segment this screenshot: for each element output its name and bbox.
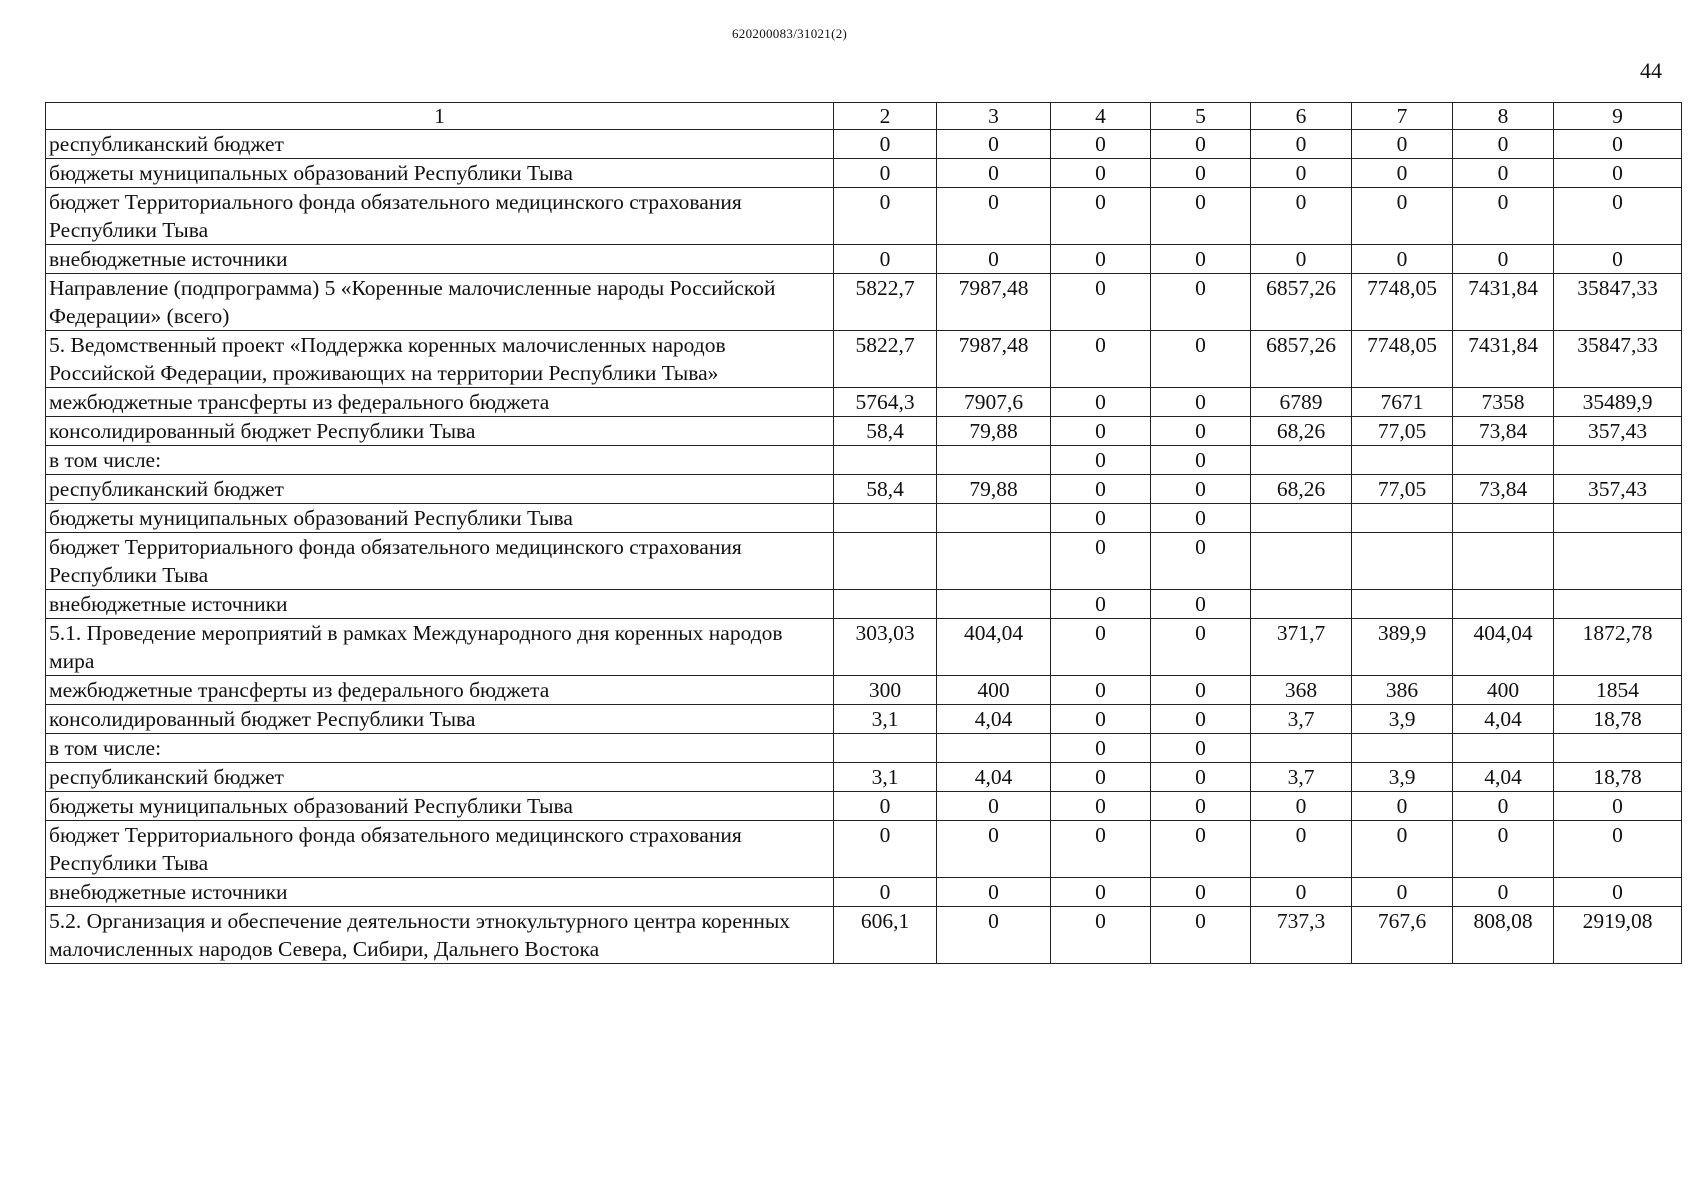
- value-cell: 0: [1251, 159, 1352, 188]
- value-cell: 767,6: [1352, 907, 1453, 964]
- value-cell: [1251, 734, 1352, 763]
- value-cell: 58,4: [834, 417, 937, 446]
- value-cell: 0: [937, 907, 1051, 964]
- value-cell: 0: [1554, 878, 1682, 907]
- value-cell: 0: [1151, 188, 1251, 245]
- value-cell: [1352, 446, 1453, 475]
- value-cell: 0: [937, 245, 1051, 274]
- value-cell: 0: [834, 878, 937, 907]
- value-cell: 0: [937, 130, 1051, 159]
- value-cell: 5822,7: [834, 331, 937, 388]
- value-cell: 0: [1151, 475, 1251, 504]
- value-cell: 0: [1251, 821, 1352, 878]
- value-cell: 0: [1453, 792, 1554, 821]
- row-label: внебюджетные источники: [46, 590, 834, 619]
- value-cell: [1251, 533, 1352, 590]
- value-cell: 0: [1151, 130, 1251, 159]
- value-cell: 0: [937, 792, 1051, 821]
- value-cell: 4,04: [1453, 705, 1554, 734]
- value-cell: 4,04: [937, 763, 1051, 792]
- value-cell: 5822,7: [834, 274, 937, 331]
- value-cell: [937, 533, 1051, 590]
- value-cell: 0: [1151, 274, 1251, 331]
- value-cell: 0: [1352, 792, 1453, 821]
- value-cell: 2919,08: [1554, 907, 1682, 964]
- value-cell: 68,26: [1251, 417, 1352, 446]
- value-cell: 73,84: [1453, 417, 1554, 446]
- value-cell: 0: [1352, 188, 1453, 245]
- row-label: бюджеты муниципальных образований Республики Тыва: [46, 504, 834, 533]
- value-cell: 368: [1251, 676, 1352, 705]
- value-cell: [1554, 590, 1682, 619]
- value-cell: 0: [1251, 188, 1352, 245]
- value-cell: 0: [834, 188, 937, 245]
- value-cell: [937, 446, 1051, 475]
- value-cell: 357,43: [1554, 417, 1682, 446]
- value-cell: 7431,84: [1453, 274, 1554, 331]
- value-cell: 18,78: [1554, 763, 1682, 792]
- value-cell: 0: [1251, 130, 1352, 159]
- table-row: [46, 907, 1682, 964]
- table-row: [46, 130, 1682, 159]
- value-cell: 0: [937, 821, 1051, 878]
- value-cell: 0: [1051, 619, 1151, 676]
- value-cell: 0: [1051, 705, 1151, 734]
- value-cell: 0: [1151, 619, 1251, 676]
- value-cell: [1453, 446, 1554, 475]
- column-header: 3: [937, 103, 1051, 130]
- value-cell: 0: [834, 792, 937, 821]
- value-cell: 18,78: [1554, 705, 1682, 734]
- value-cell: [1453, 734, 1554, 763]
- value-cell: 404,04: [1453, 619, 1554, 676]
- row-label: в том числе:: [46, 734, 834, 763]
- value-cell: 73,84: [1453, 475, 1554, 504]
- value-cell: 79,88: [937, 417, 1051, 446]
- document-code: 620200083/31021(2): [732, 26, 848, 41]
- value-cell: 0: [1051, 159, 1151, 188]
- value-cell: 357,43: [1554, 475, 1682, 504]
- value-cell: 0: [1151, 504, 1251, 533]
- value-cell: 0: [1151, 878, 1251, 907]
- value-cell: 0: [1251, 245, 1352, 274]
- table-row: [46, 331, 1682, 388]
- table-row: [46, 388, 1682, 417]
- column-header: 1: [46, 103, 834, 130]
- value-cell: 0: [1554, 188, 1682, 245]
- row-label: 5. Ведомственный проект «Поддержка коренных малочисленных народов Российской Федерации, проживающих на территории Республики Тыва»: [46, 331, 834, 388]
- table-row: [46, 245, 1682, 274]
- value-cell: 0: [1051, 245, 1151, 274]
- row-label: в том числе:: [46, 446, 834, 475]
- value-cell: 0: [1554, 792, 1682, 821]
- value-cell: 0: [834, 245, 937, 274]
- column-header: 8: [1453, 103, 1554, 130]
- value-cell: 1854: [1554, 676, 1682, 705]
- value-cell: 0: [1352, 245, 1453, 274]
- row-label: бюджет Территориального фонда обязательного медицинского страхования Республики Тыва: [46, 533, 834, 590]
- value-cell: 0: [1352, 821, 1453, 878]
- value-cell: 3,7: [1251, 763, 1352, 792]
- table-row: [46, 533, 1682, 590]
- value-cell: 0: [1051, 792, 1151, 821]
- table-row: [46, 188, 1682, 245]
- table-row: [46, 504, 1682, 533]
- row-label: 5.1. Проведение мероприятий в рамках Международного дня коренных народов мира: [46, 619, 834, 676]
- table-row: [46, 590, 1682, 619]
- value-cell: 77,05: [1352, 475, 1453, 504]
- value-cell: [937, 504, 1051, 533]
- value-cell: 0: [1151, 388, 1251, 417]
- value-cell: 0: [1051, 907, 1151, 964]
- value-cell: 77,05: [1352, 417, 1453, 446]
- value-cell: 35489,9: [1554, 388, 1682, 417]
- table-row: [46, 274, 1682, 331]
- value-cell: 0: [1051, 331, 1151, 388]
- value-cell: 0: [937, 159, 1051, 188]
- value-cell: [1453, 533, 1554, 590]
- table-row: [46, 878, 1682, 907]
- value-cell: 0: [1151, 734, 1251, 763]
- value-cell: 0: [1051, 878, 1151, 907]
- value-cell: 0: [1554, 821, 1682, 878]
- value-cell: 7987,48: [937, 274, 1051, 331]
- value-cell: [834, 590, 937, 619]
- value-cell: 0: [1151, 159, 1251, 188]
- value-cell: 4,04: [1453, 763, 1554, 792]
- column-header: 4: [1051, 103, 1151, 130]
- value-cell: 0: [1151, 763, 1251, 792]
- row-label: внебюджетные источники: [46, 878, 834, 907]
- value-cell: [1554, 446, 1682, 475]
- row-label: 5.2. Организация и обеспечение деятельности этнокультурного центра коренных малочисленных народов Севера, Сибири, Дальнего Востока: [46, 907, 834, 964]
- value-cell: 0: [1151, 590, 1251, 619]
- value-cell: 0: [1352, 878, 1453, 907]
- row-label: бюджеты муниципальных образований Республики Тыва: [46, 159, 834, 188]
- value-cell: 3,9: [1352, 763, 1453, 792]
- table-row: [46, 417, 1682, 446]
- column-header: 9: [1554, 103, 1682, 130]
- value-cell: 808,08: [1453, 907, 1554, 964]
- value-cell: [1251, 504, 1352, 533]
- row-label: внебюджетные источники: [46, 245, 834, 274]
- value-cell: 4,04: [937, 705, 1051, 734]
- value-cell: 79,88: [937, 475, 1051, 504]
- value-cell: 1872,78: [1554, 619, 1682, 676]
- value-cell: 400: [1453, 676, 1554, 705]
- value-cell: 0: [1453, 159, 1554, 188]
- value-cell: 0: [1251, 878, 1352, 907]
- value-cell: 0: [937, 878, 1051, 907]
- value-cell: 300: [834, 676, 937, 705]
- value-cell: 0: [1051, 446, 1151, 475]
- value-cell: 0: [1051, 475, 1151, 504]
- value-cell: 0: [1051, 388, 1151, 417]
- value-cell: 7907,6: [937, 388, 1051, 417]
- table-body: [46, 103, 1682, 964]
- value-cell: 0: [1352, 130, 1453, 159]
- value-cell: 0: [1151, 705, 1251, 734]
- table-row: [46, 821, 1682, 878]
- value-cell: 35847,33: [1554, 331, 1682, 388]
- value-cell: 0: [1151, 331, 1251, 388]
- value-cell: 3,9: [1352, 705, 1453, 734]
- value-cell: 0: [1554, 245, 1682, 274]
- value-cell: 606,1: [834, 907, 937, 964]
- column-header: 6: [1251, 103, 1352, 130]
- value-cell: [834, 446, 937, 475]
- value-cell: 0: [1453, 821, 1554, 878]
- value-cell: 0: [1151, 417, 1251, 446]
- table-row: [46, 734, 1682, 763]
- value-cell: 386: [1352, 676, 1453, 705]
- value-cell: 7748,05: [1352, 274, 1453, 331]
- value-cell: 371,7: [1251, 619, 1352, 676]
- value-cell: 389,9: [1352, 619, 1453, 676]
- column-header: 5: [1151, 103, 1251, 130]
- value-cell: 0: [834, 159, 937, 188]
- value-cell: 0: [1051, 130, 1151, 159]
- value-cell: 0: [1051, 590, 1151, 619]
- value-cell: [1453, 590, 1554, 619]
- value-cell: 0: [1151, 792, 1251, 821]
- page-number: 44: [1640, 58, 1662, 83]
- value-cell: [1352, 734, 1453, 763]
- value-cell: 7358: [1453, 388, 1554, 417]
- row-label: республиканский бюджет: [46, 475, 834, 504]
- value-cell: 0: [1453, 188, 1554, 245]
- value-cell: 0: [1051, 676, 1151, 705]
- value-cell: [1352, 590, 1453, 619]
- row-label: республиканский бюджет: [46, 763, 834, 792]
- value-cell: 0: [1051, 274, 1151, 331]
- table-row: [46, 763, 1682, 792]
- value-cell: 7748,05: [1352, 331, 1453, 388]
- table-row: [46, 705, 1682, 734]
- value-cell: 0: [1554, 130, 1682, 159]
- value-cell: [834, 734, 937, 763]
- value-cell: 0: [1453, 878, 1554, 907]
- value-cell: 7671: [1352, 388, 1453, 417]
- row-label: межбюджетные трансферты из федерального бюджета: [46, 388, 834, 417]
- value-cell: [1352, 533, 1453, 590]
- value-cell: 400: [937, 676, 1051, 705]
- value-cell: 3,1: [834, 763, 937, 792]
- value-cell: 0: [1051, 821, 1151, 878]
- value-cell: 0: [1453, 130, 1554, 159]
- value-cell: [937, 590, 1051, 619]
- table-row: [46, 676, 1682, 705]
- value-cell: 3,1: [834, 705, 937, 734]
- value-cell: [1251, 590, 1352, 619]
- row-label: консолидированный бюджет Республики Тыва: [46, 417, 834, 446]
- row-label: межбюджетные трансферты из федерального бюджета: [46, 676, 834, 705]
- value-cell: 0: [1051, 188, 1151, 245]
- value-cell: 5764,3: [834, 388, 937, 417]
- value-cell: 3,7: [1251, 705, 1352, 734]
- value-cell: 0: [1352, 159, 1453, 188]
- value-cell: 6857,26: [1251, 274, 1352, 331]
- value-cell: [834, 533, 937, 590]
- row-label: консолидированный бюджет Республики Тыва: [46, 705, 834, 734]
- value-cell: 0: [1151, 446, 1251, 475]
- table-row: [46, 475, 1682, 504]
- value-cell: 6789: [1251, 388, 1352, 417]
- value-cell: [937, 734, 1051, 763]
- value-cell: [1352, 504, 1453, 533]
- column-header: 2: [834, 103, 937, 130]
- value-cell: 0: [1151, 245, 1251, 274]
- row-label: республиканский бюджет: [46, 130, 834, 159]
- value-cell: 0: [834, 821, 937, 878]
- value-cell: 0: [1554, 159, 1682, 188]
- row-label: бюджеты муниципальных образований Республики Тыва: [46, 792, 834, 821]
- value-cell: 0: [834, 130, 937, 159]
- value-cell: 0: [1453, 245, 1554, 274]
- value-cell: 0: [1051, 533, 1151, 590]
- value-cell: 303,03: [834, 619, 937, 676]
- table-row: [46, 619, 1682, 676]
- value-cell: [1554, 504, 1682, 533]
- value-cell: 0: [1151, 821, 1251, 878]
- value-cell: 0: [1051, 734, 1151, 763]
- value-cell: 0: [1151, 676, 1251, 705]
- value-cell: 7987,48: [937, 331, 1051, 388]
- value-cell: 404,04: [937, 619, 1051, 676]
- value-cell: 35847,33: [1554, 274, 1682, 331]
- value-cell: 6857,26: [1251, 331, 1352, 388]
- table-row: [46, 159, 1682, 188]
- budget-table: [45, 102, 1682, 964]
- value-cell: 0: [937, 188, 1051, 245]
- value-cell: 7431,84: [1453, 331, 1554, 388]
- value-cell: 68,26: [1251, 475, 1352, 504]
- value-cell: 0: [1251, 792, 1352, 821]
- value-cell: 0: [1051, 417, 1151, 446]
- row-label: бюджет Территориального фонда обязательного медицинского страхования Республики Тыва: [46, 188, 834, 245]
- row-label: бюджет Территориального фонда обязательного медицинского страхования Республики Тыва: [46, 821, 834, 878]
- value-cell: [1554, 734, 1682, 763]
- column-header: 7: [1352, 103, 1453, 130]
- value-cell: 58,4: [834, 475, 937, 504]
- row-label: Направление (подпрограмма) 5 «Коренные малочисленные народы Российской Федерации» (всего): [46, 274, 834, 331]
- value-cell: 0: [1151, 533, 1251, 590]
- value-cell: 0: [1151, 907, 1251, 964]
- value-cell: [1554, 533, 1682, 590]
- table-row: [46, 446, 1682, 475]
- table-row: [46, 792, 1682, 821]
- value-cell: [834, 504, 937, 533]
- value-cell: [1453, 504, 1554, 533]
- value-cell: 0: [1051, 504, 1151, 533]
- value-cell: 737,3: [1251, 907, 1352, 964]
- value-cell: 0: [1051, 763, 1151, 792]
- table-header-row: [46, 103, 1682, 130]
- value-cell: [1251, 446, 1352, 475]
